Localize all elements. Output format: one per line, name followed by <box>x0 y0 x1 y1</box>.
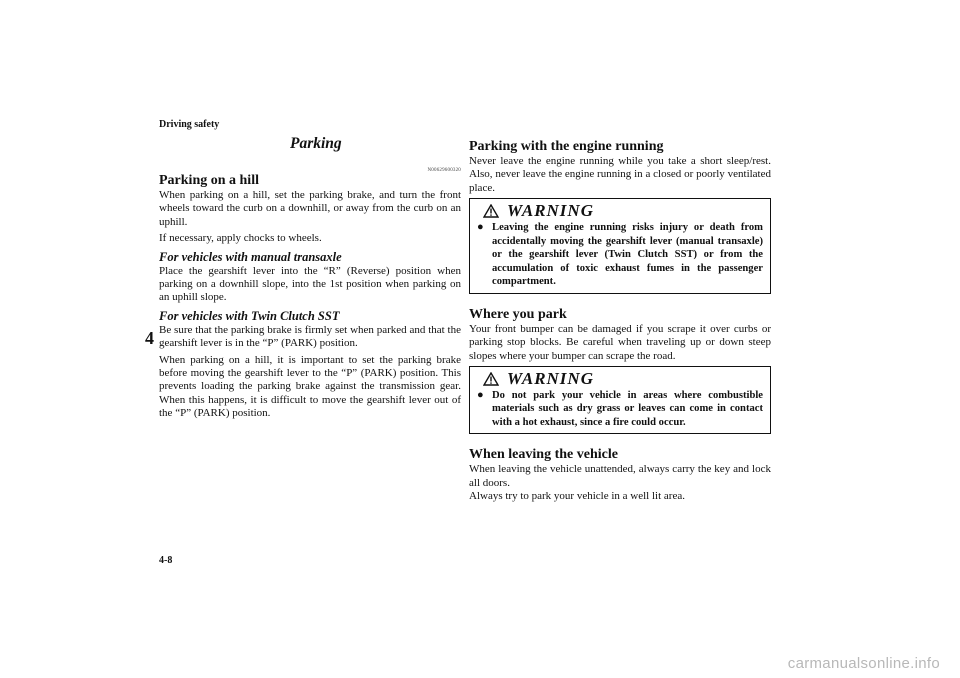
warning-title: WARNING <box>507 368 594 388</box>
page-number: 4-8 <box>159 555 173 566</box>
chapter-tab: 4 <box>145 328 154 348</box>
section-header <box>159 135 461 173</box>
paragraph: If necessary, apply chocks to wheels. <box>159 232 322 245</box>
heading-twin-clutch: For vehicles with Twin Clutch SST <box>159 308 340 323</box>
heading-engine-running: Parking with the engine running <box>469 139 664 154</box>
left-column <box>159 132 461 424</box>
warning-header <box>477 201 763 221</box>
warning-text: Leaving the engine running risks injury or death from accidentally moving the gearshift lever (manual transaxle) or the gearshift lever (Twin Clutch SST) or from the accumulation of toxic exhaust fumes in the passenger compartment. <box>492 222 763 288</box>
paragraph: When leaving the vehicle unattended, always carry the key and lock all doors. <box>469 463 771 489</box>
paragraph: Always try to park your vehicle in a well lit area. <box>469 490 685 503</box>
section-code: N00629600320 <box>427 168 461 173</box>
right-column <box>469 132 771 507</box>
warning-triangle-icon <box>483 204 499 218</box>
warning-title: WARNING <box>507 201 594 221</box>
bullet-icon: ● <box>477 388 484 401</box>
warning-item <box>477 389 763 430</box>
warning-box <box>469 366 771 435</box>
heading-leaving-vehicle: When leaving the vehicle <box>469 447 618 463</box>
paragraph: When parking on a hill, it is important to set the parking brake before moving the gearshift lever to the “P” (PARK) position. This prevents loading the parking brake against the transmission gear. When this happens, it is difficult to move the gearshift lever out of the “P” (PARK) position. <box>159 353 461 420</box>
bullet-icon: ● <box>477 221 484 234</box>
warning-item <box>477 221 763 289</box>
heading-manual-transaxle: For vehicles with manual transaxle <box>159 249 342 264</box>
paragraph: Be sure that the parking brake is firmly set when parked and that the gearshift lever is in the “P” (PARK) position. <box>159 323 461 350</box>
heading-parking-on-hill: Parking on a hill <box>159 173 259 188</box>
paragraph: Place the gearshift lever into the “R” (Reverse) position when parking on a downhill slope, into the 1st position when parking on an uphill slope. <box>159 264 461 304</box>
running-head: Driving safety <box>159 119 220 130</box>
paragraph: When parking on a hill, set the parking brake, and turn the front wheels toward the curb on a downhill, or away from the curb on an uphill. <box>159 189 461 228</box>
warning-box <box>469 198 771 294</box>
paragraph: Never leave the engine running while you take a short sleep/rest. Also, never leave the engine running in a closed or poorly ventilated place. <box>469 155 771 194</box>
watermark: carmanualsonline.info <box>787 655 940 672</box>
warning-text: Do not park your vehicle in areas where combustible materials such as dry grass or leaves can come in contact with a hot exhaust, since a fire could occur. <box>492 389 763 428</box>
heading-where-you-park: Where you park <box>469 306 567 322</box>
warning-header <box>477 369 763 389</box>
section-title: Parking <box>290 135 342 152</box>
paragraph: Your front bumper can be damaged if you scrape it over curbs or parking stop blocks. Be careful when traveling up or down steep slopes where your bumper can scrape the road. <box>469 322 771 362</box>
warning-triangle-icon <box>483 372 499 386</box>
